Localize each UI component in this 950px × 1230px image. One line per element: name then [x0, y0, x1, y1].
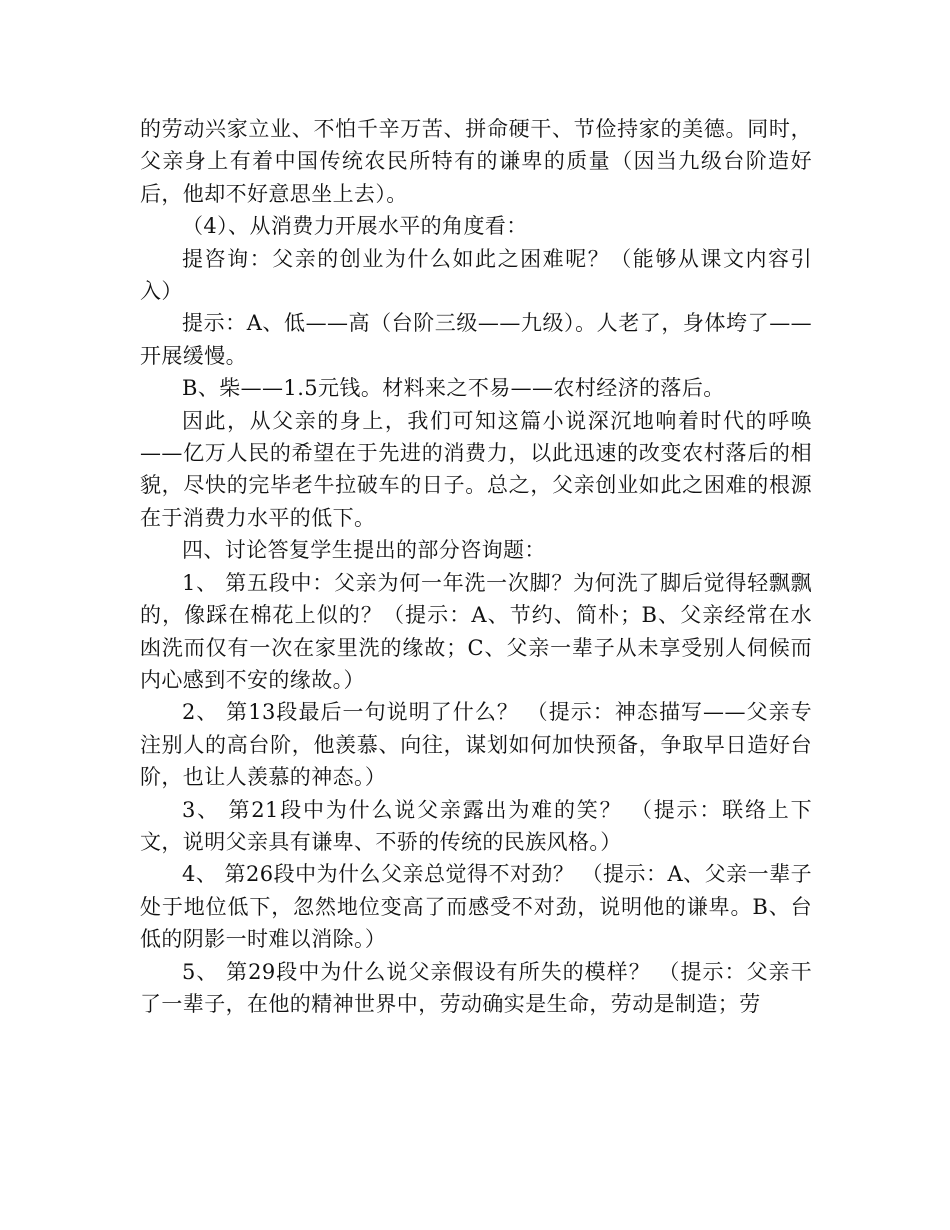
paragraph-item-3: 3、 第21段中为什么说父亲露出为难的笑？ （提示：联络上下文，说明父亲具有谦卑、不骄的传统的民族风格。） — [140, 797, 812, 854]
paragraph-conclusion: 因此，从父亲的身上，我们可知这篇小说深沉地响着时代的呼唤——亿万人民的希望在于先进的消费力，以此迅速的改变农村落后的相貌，尽快的完毕老牛拉破车的日子。总之，父亲创业如此之困难的根源在于消费力水平的低下。 — [140, 408, 812, 530]
paragraph-section-4-discussion-heading: 四、讨论答复学生提出的部分咨询题： — [182, 538, 546, 563]
paragraph-question: 提咨询：父亲的创业为什么如此之困难呢？（能够从课文内容引入） — [140, 246, 812, 304]
paragraph-item-5: 5、 第29段中为什么说父亲假设有所失的模样？ （提示：父亲干了一辈子，在他的精神世界中，劳动确实是生命，劳动是制造；劳 — [140, 959, 812, 1016]
document-body — [140, 113, 812, 1020]
paragraph-section-4-heading: （4）、从消费力开展水平的角度看： — [182, 214, 528, 239]
paragraph-item-2: 2、 第13段最后一句说明了什么？ （提示：神态描写——父亲专注别人的高台阶，他羡慕、向往，谋划如何加快预备，争取早日造好台阶，也让人羡慕的神态。） — [140, 700, 812, 790]
paragraph-hint-a: 提示：A、低——高（台阶三级——九级）。人老了，身体垮了——开展缓慢。 — [140, 311, 812, 368]
paragraph-item-4: 4、 第26段中为什么父亲总觉得不对劲？ （提示：A、父亲一辈子处于地位低下，忽然地位变高了而感受不对劲，说明他的谦卑。B、台低的阴影一时难以消除。） — [140, 862, 812, 952]
paragraph-item-1: 1、 第五段中：父亲为何一年洗一次脚？为何洗了脚后觉得轻飘飘的，像踩在棉花上似的？（提示：A、节约、简朴；B、父亲经常在水凼洗而仅有一次在家里洗的缘故；C、父亲一辈子从未享受别人伺候而内心感到不安的缘故。） — [140, 570, 812, 692]
paragraph-hint-b: B、柴——1.5元钱。材料来之不易——农村经济的落后。 — [182, 376, 725, 401]
paragraph-continuation: 的劳动兴家立业、不怕千辛万苦、拼命硬干、节俭持家的美德。同时，父亲身上有着中国传统农民所特有的谦卑的质量（因当九级台阶造好后，他却不好意思坐上去）。 — [140, 117, 812, 206]
